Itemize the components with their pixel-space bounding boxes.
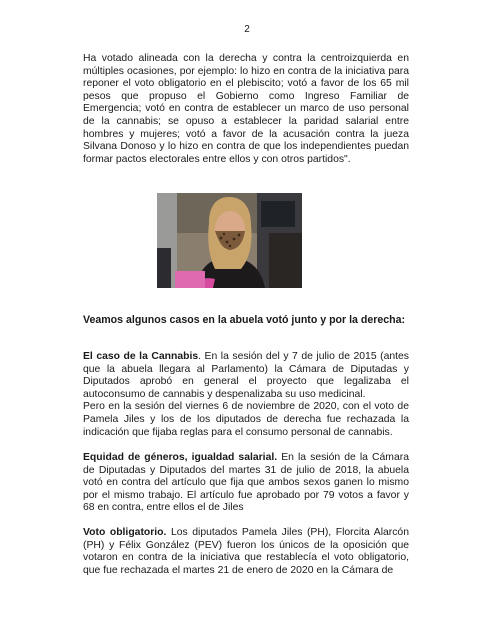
intro-paragraph: Ha votado alineada con la derecha y contra la centroizquierda en múltiples ocasiones, por ejemplo: lo hizo en contra de la iniciativa para reponer el voto obligatorio en el plebiscito; votó a favor de los 65 mil pesos que propuso el Gobierno como Ingreso Familiar de Emergencia; votó en contra de establecer un marco de uso personal de la cannabis; se opuso a establecer la paridad salarial entre hombres y mujeres; votó a favor de la acusación contra la jueza Silvana Donoso y lo hizo en contra de que los independientes puedan formar pactos electorales entre ellos y con otros partidos".: [83, 53, 409, 165]
equidad-paragraph: En la sesión de la Cámara de Diputadas y Diputados del martes 31 de julio de 2018, la abuela votó en contra del artículo que fija que ambos sexos ganen lo mismo por el mismo trabajo. El artículo fue aprobado por 79 votos a favor y 68 en contra, entre ellos el de Jiles: [83, 452, 409, 514]
equidad-section: [83, 452, 409, 515]
page-number: 2: [244, 24, 250, 35]
cannabis-section: [83, 351, 409, 439]
cannabis-paragraph-2: Pero en la sesión del viernes 6 de noviembre de 2020, con el voto de Pamela Jiles y los de los diputados de derecha fue rechazada la indicación que fijaba reglas para el consumo personal de cannabis.: [83, 401, 409, 438]
cannabis-title: El caso de la Cannabis: [83, 351, 199, 362]
voto-section: [83, 527, 409, 577]
voto-title: Voto obligatorio.: [83, 527, 167, 538]
photo-masked-woman: [157, 193, 302, 288]
cannabis-paragraph-1: . En la sesión del y 7 de julio de 2015 (antes que la abuela llegara al Parlamento) la Cámara de Diputadas y Diputados aprobó en general el proyecto que legalizaba el autoconsumo de cannabis y despenalizaba su uso medicinal.: [83, 351, 410, 400]
section-heading: Veamos algunos casos en la abuela votó junto y por la derecha:: [83, 314, 406, 326]
voto-paragraph: Los diputados Pamela Jiles (PH), Florcita Alarcón (PH) y Félix González (PEV) fueron los únicos de la oposición que votaron en contra de la iniciativa que restablecía el voto obligatorio, que fue rechazada el martes 21 de enero de 2020 en la Cámara de: [83, 527, 409, 576]
photo-image: [157, 193, 302, 288]
equidad-title: Equidad de géneros, igualdad salarial.: [83, 452, 278, 463]
